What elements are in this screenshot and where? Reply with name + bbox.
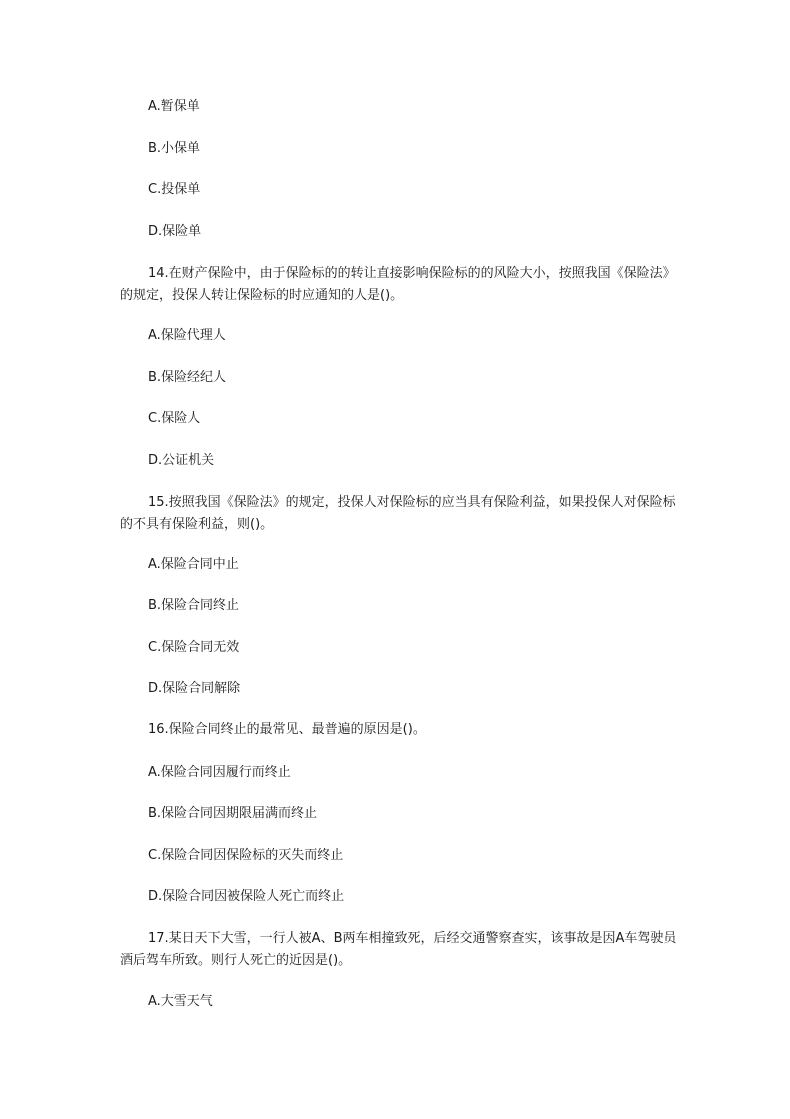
q13-option-d: D.保险单 [148, 224, 202, 239]
q16-question: 16.保险合同终止的最常见、最普遍的原因是()。 [148, 722, 426, 737]
q14-question: 14.在财产保险中，由于保险标的的转让直接影响保险标的的风险大小，按照我国《保险法》的规定，投保人转让保险标的时应通知的人是()。 [120, 266, 676, 303]
q14-option-c: C.保险人 [148, 411, 201, 426]
q13-option-a: A.暂保单 [148, 99, 200, 114]
q16-option-d: D.保险合同因被保险人死亡而终止 [148, 889, 345, 904]
q16-option-c: C.保险合同因保险标的灭失而终止 [148, 848, 344, 863]
q14-option-b: B.保险经纪人 [148, 370, 227, 385]
q13-option-b: B.小保单 [148, 141, 201, 156]
q15-option-c: C.保险合同无效 [148, 640, 240, 655]
q17-option-a: A.大雪天气 [148, 994, 213, 1009]
q14-option-d: D.公证机关 [148, 453, 215, 468]
q17-question: 17.某日天下大雪，一行人被A、B两车相撞致死，后经交通警察查实，该事故是因A车驾驶员酒后驾车所致。则行人死亡的近因是()。 [120, 931, 677, 968]
q15-option-b: B.保险合同终止 [148, 598, 240, 613]
q16-option-b: B.保险合同因期限届满而终止 [148, 806, 318, 821]
q15-option-a: A.保险合同中止 [148, 557, 239, 572]
q13-option-c: C.投保单 [148, 182, 201, 197]
q16-option-a: A.保险合同因履行而终止 [148, 765, 291, 780]
q14-option-a: A.保险代理人 [148, 328, 226, 343]
q15-question: 15.按照我国《保险法》的规定，投保人对保险标的应当具有保险利益，如果投保人对保险标的不具有保险利益，则()。 [120, 495, 676, 532]
q15-option-d: D.保险合同解除 [148, 681, 241, 696]
